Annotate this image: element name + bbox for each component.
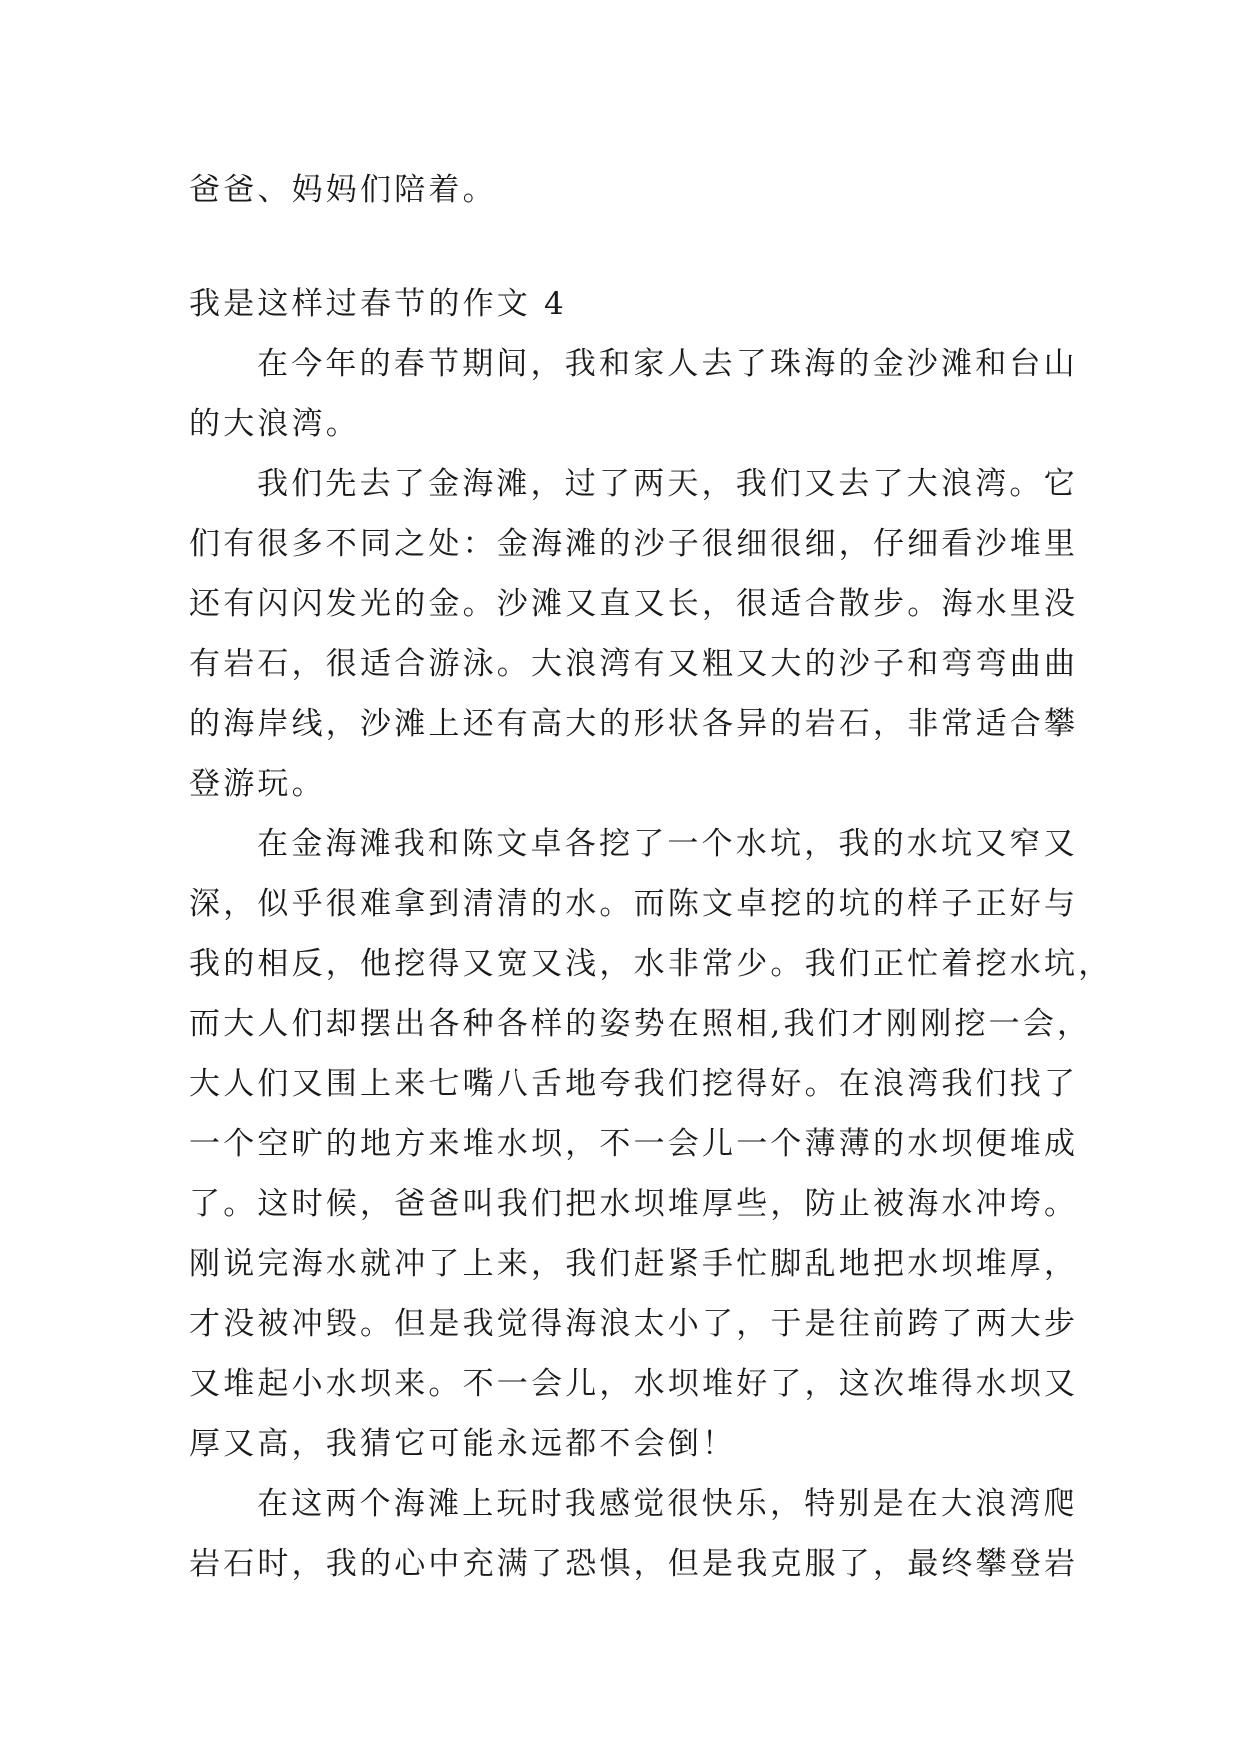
section-gap xyxy=(189,220,1059,274)
paragraph-line: 岩石时，我的心中充满了恐惧，但是我克服了，最终攀登岩 xyxy=(189,1546,1079,1582)
paragraph-line: 了。这时候，爸爸叫我们把水坝堆厚些，防止被海水冲垮。 xyxy=(189,1186,1079,1222)
paragraph xyxy=(189,334,1078,454)
paragraph-line: 又堆起小水坝来。不一会儿，水坝堆好了，这次堆得水坝又 xyxy=(189,1366,1079,1402)
paragraph-line: 在这两个海滩上玩时我感觉很快乐，特别是在大浪湾爬 xyxy=(257,1486,1078,1522)
paragraph-line: 一个空旷的地方来堆水坝，不一会儿一个薄薄的水坝便堆成 xyxy=(189,1126,1079,1162)
paragraph xyxy=(189,1474,1079,1594)
paragraph xyxy=(189,454,1079,814)
paragraph-line: 才没被冲毁。但是我觉得海浪太小了，于是往前跨了两大步 xyxy=(189,1306,1079,1342)
paragraph-line: 在今年的春节期间，我和家人去了珠海的金沙滩和台山 xyxy=(257,346,1078,382)
paragraph-line: 登游玩。 xyxy=(189,766,326,802)
section-title: 我是这样过春节的作文 4 xyxy=(189,286,567,322)
paragraph-line: 还有闪闪发光的金。沙滩又直又长，很适合散步。海水里没 xyxy=(189,586,1079,622)
paragraph-line: 在金海滩我和陈文卓各挖了一个水坑，我的水坑又窄又 xyxy=(257,826,1078,862)
paragraph-line: 大人们又围上来七嘴八舌地夸我们挖得好。在浪湾我们找了 xyxy=(189,1066,1079,1102)
paragraph-line: 们有很多不同之处：金海滩的沙子很细很细，仔细看沙堆里 xyxy=(189,526,1079,562)
paragraph-line: 深，似乎很难拿到清清的水。而陈文卓挖的坑的样子正好与 xyxy=(189,886,1079,922)
paragraph-line: 厚又高，我猜它可能永远都不会倒！ xyxy=(189,1426,737,1462)
paragraph-line: 刚说完海水就冲了上来，我们赶紧手忙脚乱地把水坝堆厚， xyxy=(189,1246,1079,1282)
paragraph-line: 的海岸线，沙滩上还有高大的形状各异的岩石，非常适合攀 xyxy=(189,706,1079,742)
paragraph-line: 而大人们却摆出各种各样的姿势在照相,我们才刚刚挖一会， xyxy=(189,1006,1092,1042)
paragraph-line: 的大浪湾。 xyxy=(189,406,360,442)
opening-line: 爸爸、妈妈们陪着。 xyxy=(189,172,497,208)
paragraph-line: 我的相反，他挖得又宽又浅，水非常少。我们正忙着挖水坑， xyxy=(189,946,1113,982)
document-body xyxy=(189,160,1113,1594)
paragraph-line: 有岩石，很适合游泳。大浪湾有又粗又大的沙子和弯弯曲曲 xyxy=(189,646,1079,682)
paragraph xyxy=(189,814,1113,1474)
paragraph-line: 我们先去了金海滩，过了两天，我们又去了大浪湾。它 xyxy=(257,466,1078,502)
